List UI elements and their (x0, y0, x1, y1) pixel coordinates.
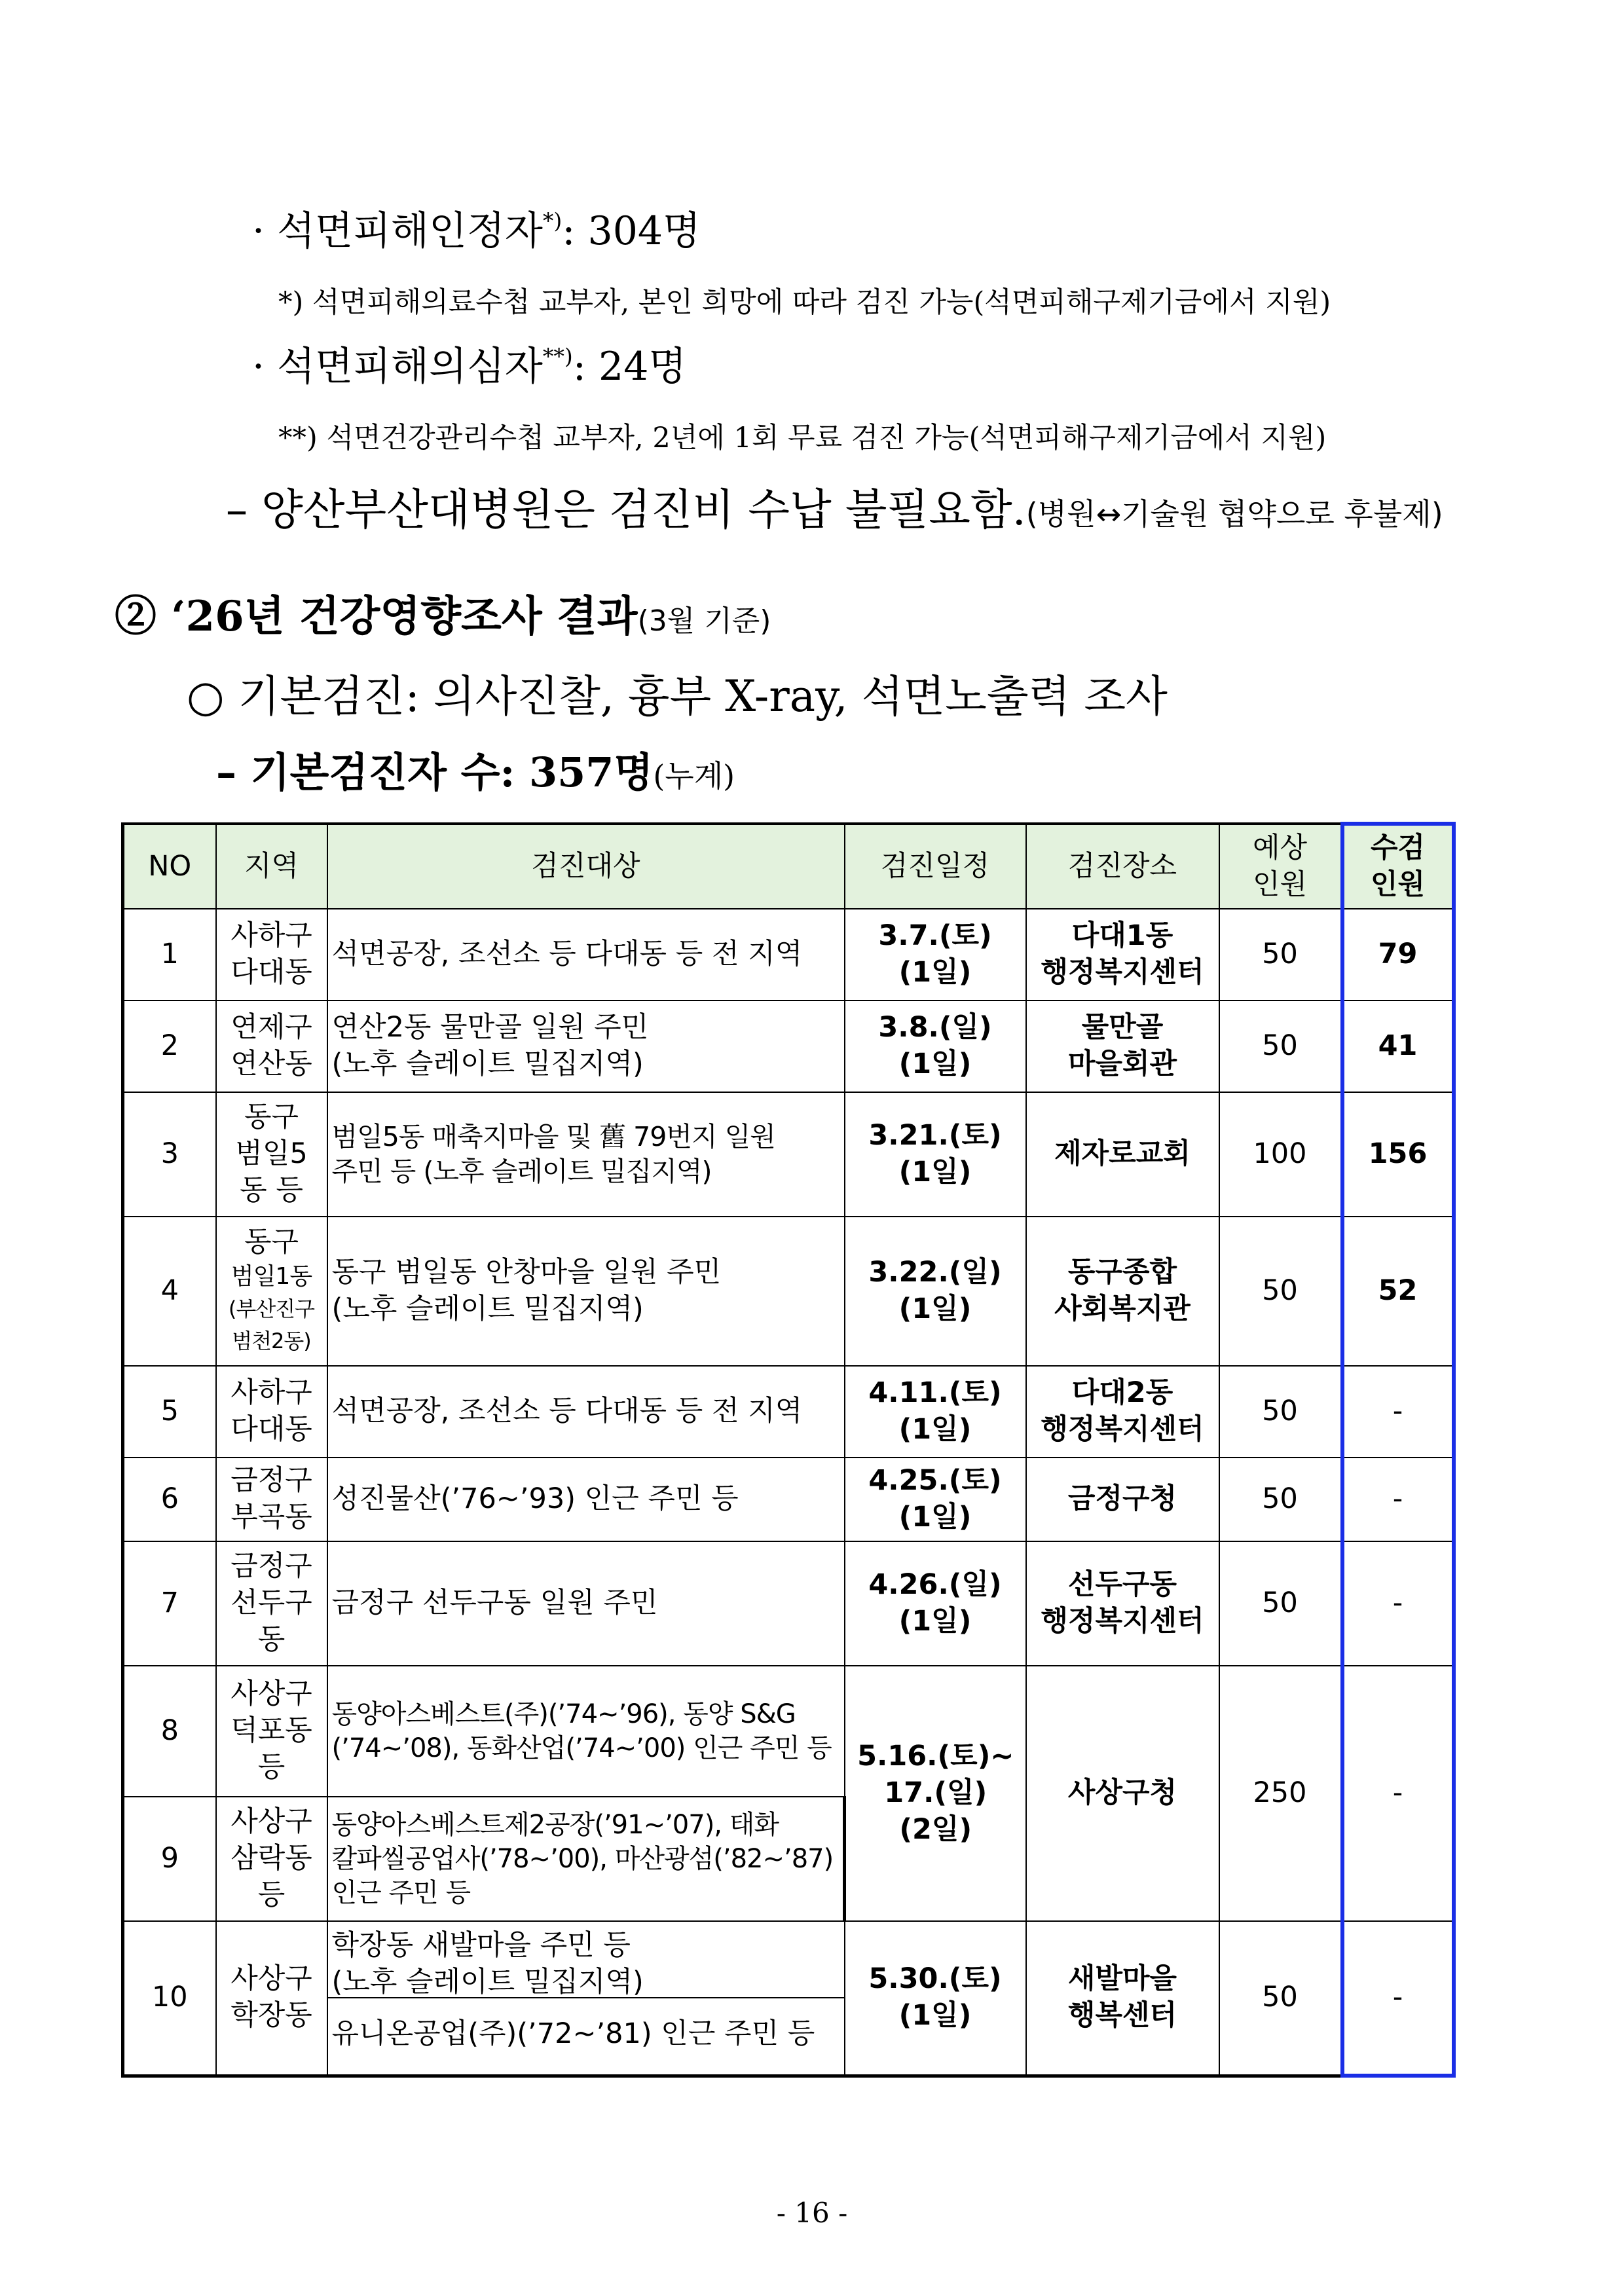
cell-expected: 50 (1219, 1366, 1342, 1458)
cell-place: 제자로교회 (1026, 1092, 1219, 1217)
region-line: 삼락동 (231, 1842, 312, 1875)
cell-target: 석면공장, 조선소 등 다대동 등 전 지역 (327, 909, 845, 1001)
cell-actual: - (1342, 1921, 1454, 2076)
cell-target (327, 1921, 845, 2076)
date-line: (1일) (898, 1156, 972, 1188)
cell-actual: 41 (1342, 1001, 1454, 1092)
cell-expected: 50 (1219, 909, 1342, 1001)
cell-no: 1 (123, 909, 216, 1001)
place-line: 선두구동 (1067, 1568, 1177, 1602)
region-line: 학장동 (231, 1999, 312, 2032)
cell-date (845, 1458, 1026, 1541)
bullet2-sup: **) (542, 343, 573, 369)
cell-target: 금정구 선두구동 일원 주민 (327, 1541, 845, 1666)
hospital-payment-main: – 양산부산대병원은 검진비 수납 불필요함. (226, 485, 1026, 535)
cell-target (327, 1092, 845, 1217)
cell-place (1026, 1001, 1219, 1092)
cell-date (845, 1366, 1026, 1458)
date-line: 5.30.(토) (868, 1962, 1002, 1996)
cell-region (216, 909, 327, 1001)
cell-target (327, 1666, 845, 1797)
target-line: (노후 슬레이트 밀집지역) (331, 1966, 644, 1999)
target-subcell-bottom: 유니온공업(주)(’72~’81) 인근 주민 등 (331, 2017, 815, 2051)
place-line: 마을회관 (1067, 1048, 1177, 1080)
cell-no: 3 (123, 1092, 216, 1217)
date-line: 17.(일) (884, 1776, 987, 1810)
page-number: - 16 - (776, 2197, 848, 2229)
target-line: 인근 주민 등 (331, 1878, 471, 1908)
table-header-row (123, 824, 1454, 909)
target-line: 동구 범일동 안창마을 일원 주민 (331, 1256, 722, 1289)
cell-no: 4 (123, 1217, 216, 1366)
region-line: 등 (257, 1750, 286, 1784)
header-no: NO (123, 824, 216, 909)
region-line: 동구 (244, 1226, 299, 1259)
cell-date-merged (845, 1666, 1026, 1921)
cell-date (845, 1001, 1026, 1092)
cell-target (327, 1797, 845, 1921)
region-line: 동 등 (240, 1173, 303, 1207)
region-line: 다대동 (231, 1413, 312, 1446)
cell-no: 7 (123, 1541, 216, 1666)
cell-region (216, 1001, 327, 1092)
cell-region (216, 1666, 327, 1797)
hospital-payment-line (226, 475, 1443, 537)
region-line: 동 (257, 1623, 286, 1656)
table-row (123, 1541, 1454, 1666)
cell-actual: - (1342, 1541, 1454, 1666)
header-date: 검진일정 (845, 824, 1026, 909)
region-line: 등 (257, 1878, 286, 1911)
cell-date (845, 1217, 1026, 1366)
section2-heading (115, 583, 771, 643)
date-line: (1일) (898, 1605, 972, 1638)
cell-date (845, 909, 1026, 1001)
date-line: (1일) (898, 1413, 972, 1446)
place-line: 행복센터 (1067, 1999, 1177, 2032)
region-line: 동구 (244, 1101, 299, 1134)
target-line: 범일5동 매축지마을 및 舊 79번지 일원 (331, 1120, 775, 1152)
cell-region (216, 1797, 327, 1921)
cell-region (216, 1217, 327, 1366)
target-line: 동양아스베스트제2공장(’91~’07), 태화 (331, 1810, 779, 1840)
note-asbestos-recognized: *) 석면피해의료수첩 교부자, 본인 희망에 따라 검진 가능(석면피해구제기금에서 지원) (278, 286, 1331, 319)
cell-no: 5 (123, 1366, 216, 1458)
date-line: 3.7.(토) (878, 919, 992, 953)
target-line: 연산2동 물만골 일원 주민 (331, 1011, 649, 1044)
bullet-asbestos-recognized (252, 200, 701, 256)
cell-actual: 79 (1342, 909, 1454, 1001)
place-line: 새발마을 (1067, 1962, 1177, 1996)
section2-heading-paren: (3월 기준) (637, 604, 771, 638)
region-line: 범일1동 (231, 1262, 312, 1290)
cell-expected: 50 (1219, 1541, 1342, 1666)
cell-actual-merged: - (1342, 1666, 1454, 1921)
region-line: (부산진구 (228, 1296, 315, 1321)
date-line: 4.25.(토) (868, 1464, 1002, 1497)
cell-region (216, 1366, 327, 1458)
date-line: 4.26.(일) (868, 1568, 1002, 1602)
target-line: 칼파씰공업사(’78~’00), 마산광섬(’82~’87) (331, 1844, 834, 1874)
place-line: 다대2동 (1071, 1376, 1173, 1410)
target-line: (노후 슬레이트 밀집지역) (331, 1048, 644, 1080)
table-row (123, 1366, 1454, 1458)
cell-place-merged: 사상구청 (1026, 1666, 1219, 1921)
health-survey-table (121, 822, 1456, 2078)
table-row (123, 1458, 1454, 1541)
region-line: 연제구 (231, 1011, 312, 1044)
cell-no: 9 (123, 1797, 216, 1921)
cell-target (327, 1001, 845, 1092)
region-line: 사하구 (231, 1376, 312, 1410)
region-line: 금정구 (231, 1550, 312, 1583)
cell-expected-merged: 250 (1219, 1666, 1342, 1921)
date-line: (2일) (899, 1812, 972, 1846)
cell-actual: 156 (1342, 1092, 1454, 1217)
header-expected (1219, 824, 1342, 909)
place-line: 행정복지센터 (1041, 1413, 1204, 1446)
region-line: 선두구 (231, 1587, 312, 1620)
cell-region (216, 1541, 327, 1666)
table-row (123, 909, 1454, 1001)
cell-actual: 52 (1342, 1217, 1454, 1366)
table-row (123, 1217, 1454, 1366)
header-target: 검진대상 (327, 824, 845, 909)
header-place: 검진장소 (1026, 824, 1219, 909)
header-expected-1: 예상 (1252, 831, 1308, 864)
basic-exam-count (216, 740, 735, 798)
date-line: 3.8.(일) (878, 1011, 992, 1044)
cell-expected: 100 (1219, 1092, 1342, 1217)
cell-place (1026, 1217, 1219, 1366)
date-line: (1일) (898, 956, 972, 989)
table-row (123, 1921, 1454, 2076)
target-line: (노후 슬레이트 밀집지역) (331, 1293, 644, 1325)
cell-no: 8 (123, 1666, 216, 1797)
cell-no: 2 (123, 1001, 216, 1092)
target-line: 동양아스베스트(주)(’74~’96), 동양 S&G (331, 1699, 796, 1729)
date-line: 4.11.(토) (868, 1376, 1002, 1410)
cell-no: 6 (123, 1458, 216, 1541)
target-subcell-top (328, 1925, 844, 1998)
basic-exam-count-main: – 기본검진자 수: 357명 (216, 748, 654, 796)
cell-date (845, 1092, 1026, 1217)
cell-region (216, 1921, 327, 2076)
date-line: 3.21.(토) (868, 1119, 1002, 1152)
header-region: 지역 (216, 824, 327, 909)
table-row (123, 1001, 1454, 1092)
place-line: 행정복지센터 (1041, 1605, 1204, 1638)
cell-expected: 50 (1219, 1921, 1342, 2076)
region-line: 연산동 (231, 1048, 312, 1080)
cell-target: 성진물산(’76~’93) 인근 주민 등 (327, 1458, 845, 1541)
cell-place (1026, 1366, 1219, 1458)
header-actual-2: 인원 (1370, 868, 1426, 901)
header-expected-2: 인원 (1252, 868, 1308, 901)
region-line: 덕포동 (231, 1714, 312, 1748)
cell-place (1026, 909, 1219, 1001)
basic-exam-count-paren: (누계) (653, 758, 735, 794)
bullet2-label: · 석면피해의심자 (252, 344, 543, 390)
date-line: (1일) (898, 1501, 972, 1533)
cell-no: 10 (123, 1921, 216, 2076)
target-line: 학장동 새발마을 주민 등 (331, 1929, 631, 1962)
bullet1-sup: *) (542, 208, 563, 234)
cell-date (845, 1541, 1026, 1666)
cell-expected: 50 (1219, 1217, 1342, 1366)
region-line: 다대동 (231, 956, 312, 989)
cell-target (327, 1217, 845, 1366)
header-actual (1342, 824, 1454, 909)
target-line: (’74~’08), 동화산업(’74~’00) 인근 주민 등 (331, 1733, 832, 1763)
note-asbestos-suspected: **) 석면건강관리수첩 교부자, 2년에 1회 무료 검진 가능(석면피해구제기금에서 지원) (278, 422, 1327, 454)
region-line: 부곡동 (231, 1501, 312, 1533)
bullet1-value: : 304명 (562, 208, 701, 254)
cell-actual: - (1342, 1458, 1454, 1541)
cell-actual: - (1342, 1366, 1454, 1458)
header-actual-1: 수검 (1370, 832, 1426, 865)
date-line: 3.22.(일) (868, 1256, 1002, 1289)
date-line: (1일) (898, 1999, 972, 2032)
table-row (123, 1092, 1454, 1217)
region-line: 금정구 (231, 1464, 312, 1497)
region-line: 사상구 (231, 1962, 312, 1996)
cell-expected: 50 (1219, 1458, 1342, 1541)
place-line: 사회복지관 (1054, 1293, 1190, 1325)
cell-place (1026, 1921, 1219, 2076)
date-line: 5.16.(토)~ (857, 1740, 1014, 1773)
region-line: 범천2동) (232, 1329, 311, 1354)
date-line: (1일) (898, 1293, 972, 1325)
target-line: 주민 등 (노후 슬레이트 밀집지역) (331, 1156, 712, 1187)
bullet-asbestos-suspected (252, 335, 686, 392)
hospital-payment-paren: (병원↔기술원 협약으로 후불제) (1025, 496, 1443, 532)
region-line: 사상구 (231, 1678, 312, 1711)
place-line: 다대1동 (1071, 919, 1173, 953)
basic-exam-item: ○ 기본검진: 의사진찰, 흉부 X-ray, 석면노출력 조사 (187, 671, 1168, 722)
date-line: (1일) (898, 1048, 972, 1080)
section2-heading-main: ② ‘26년 건강영향조사 결과 (115, 592, 638, 641)
bullet2-value: : 24명 (572, 344, 687, 390)
table-row (123, 1666, 1454, 1797)
cell-region (216, 1458, 327, 1541)
bullet1-label: · 석면피해인정자 (252, 208, 543, 254)
cell-place (1026, 1541, 1219, 1666)
region-line: 사상구 (231, 1805, 312, 1839)
cell-date (845, 1921, 1026, 2076)
place-line: 행정복지센터 (1041, 956, 1204, 989)
region-line: 범일5 (235, 1137, 308, 1171)
place-line: 물만골 (1081, 1011, 1164, 1044)
cell-place: 금정구청 (1026, 1458, 1219, 1541)
cell-expected: 50 (1219, 1001, 1342, 1092)
place-line: 동구종합 (1067, 1256, 1177, 1289)
cell-target: 석면공장, 조선소 등 다대동 등 전 지역 (327, 1366, 845, 1458)
region-line: 사하구 (231, 919, 312, 953)
cell-region (216, 1092, 327, 1217)
